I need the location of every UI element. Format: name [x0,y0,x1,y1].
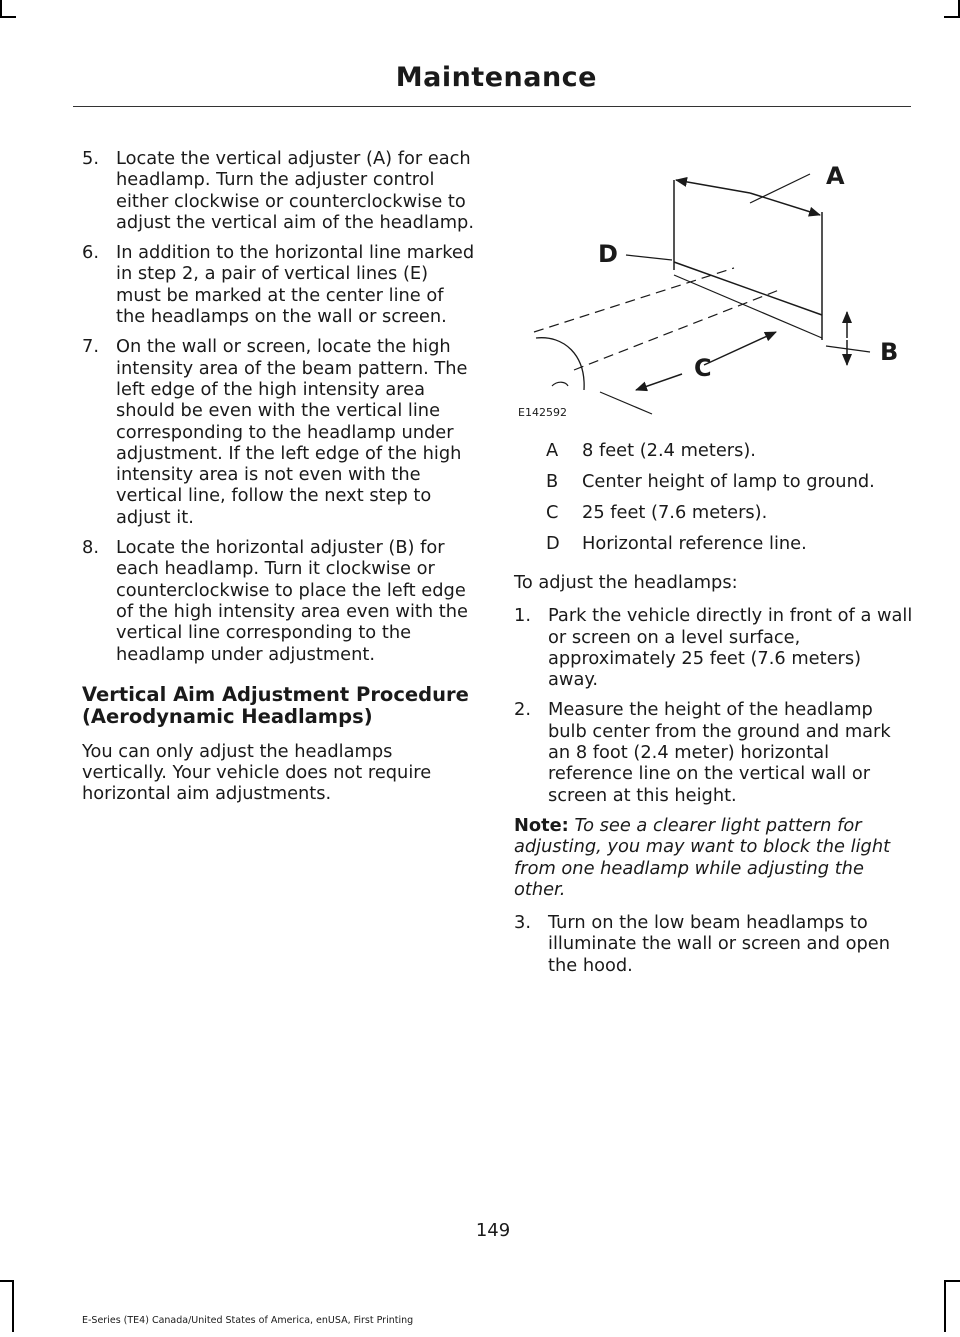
step-number: 2. [514,699,531,721]
crop-mark [0,1280,14,1282]
right-column [514,440,914,985]
crop-mark [0,16,16,18]
figure-label-c: C [694,354,712,382]
dimension-c-arrow [704,332,776,365]
crop-mark [12,1280,14,1332]
note-text: To see a clearer light pattern for adjusting, you may want to block the light from one headlamp while adjusting the other. [514,814,891,900]
figure-legend [514,440,914,564]
crop-mark [0,0,2,16]
page-title: Maintenance [395,62,597,93]
dimension-a-arrow [750,193,820,215]
step-text: Measure the height of the headlamp bulb center from the ground and mark an 8 foot (2.4 meter) horizontal reference line on the vertical wall or screen at this height. [548,699,891,806]
figure-label-b: B [880,338,899,366]
step-text: Locate the vertical adjuster (A) for each headlamp. Turn the adjuster control either clockwise or counterclockwise to adjust the vertical aim of the headlamp. [116,148,474,233]
step-number: 6. [82,242,99,264]
headlamp-outline [552,382,568,386]
legend-key: B [546,471,559,492]
body-paragraph: You can only adjust the headlamps vertically. Your vehicle does not require horizontal aim adjustments. [82,740,432,805]
dimension-c-leader [600,392,652,414]
crop-mark [944,1280,946,1332]
step-number: 5. [82,148,99,169]
step-text: Turn on the low beam headlamps to illuminate the wall or screen and open the hood. [548,912,890,976]
list-item [82,336,477,528]
crop-mark [944,16,960,18]
step-number: 8. [82,537,99,559]
legend-value: 8 feet (2.4 meters). [582,440,756,461]
dimension-c-arrow [636,374,682,390]
dimension-d-leader [626,255,672,260]
legend-key: A [546,440,559,461]
legend-row [514,471,914,502]
figure-label-d: D [598,240,618,268]
beam-line [574,290,779,370]
edition-footer: E-Series (TE4) Canada/United States of America, enUSA, First Printing [82,1315,414,1326]
step-number: 1. [514,605,531,627]
step-number: 7. [82,336,99,358]
legend-value: 25 feet (7.6 meters). [582,502,768,523]
header-divider [73,106,911,107]
list-item [514,912,914,976]
intro-text: To adjust the headlamps: [514,572,738,593]
legend-key: D [546,533,560,554]
figure-id: E142592 [518,406,567,419]
dimension-b-leader [826,346,870,352]
crop-mark [944,1280,960,1282]
step-text: On the wall or screen, locate the high intensity area of the beam pattern. The left edge of the high intensity area should be even with the vertical line corresponding to the headlamp under adjustment. If the left edge of the high intensity area is not even with the vertical line, follow the next step to adjust it. [116,336,468,528]
headlamp-aim-diagram [514,150,914,420]
step-text: Locate the horizontal adjuster (B) for each headlamp. Turn it clockwise or counterclockwise to place the left edge of the high intensity area even with the vertical line corresponding to the headlamp under adjustment. [116,537,468,665]
note-label: Note: [514,814,569,836]
figure-label-a: A [826,162,845,190]
dimension-a-arrow [676,180,750,193]
legend-row [514,440,914,471]
list-item [82,242,477,327]
section-heading: Vertical Aim Adjustment Procedure (Aerodynamic Headlamps) [82,682,469,728]
legend-value: Horizontal reference line. [582,533,807,554]
diagram-svg [514,150,914,420]
legend-key: C [546,502,559,523]
legend-row [514,502,914,533]
left-column [82,148,477,817]
legend-value: Center height of lamp to ground. [582,471,875,492]
legend-row [514,533,914,564]
step-text: In addition to the horizontal line marked in step 2, a pair of vertical lines (E) must be marked at the center line of the headlamps on the wall or screen. [116,242,475,328]
note [514,815,914,900]
page-number: 149 [475,1220,511,1241]
list-item [82,537,477,665]
list-item [514,605,914,690]
step-text: Park the vehicle directly in front of a wall or screen on a level surface, approximately 25 feet (7.6 meters) away. [548,605,913,691]
list-item [514,699,914,805]
list-item [82,148,477,233]
beam-line [534,268,734,332]
dimension-a-leader [750,174,810,203]
step-number: 3. [514,912,531,934]
